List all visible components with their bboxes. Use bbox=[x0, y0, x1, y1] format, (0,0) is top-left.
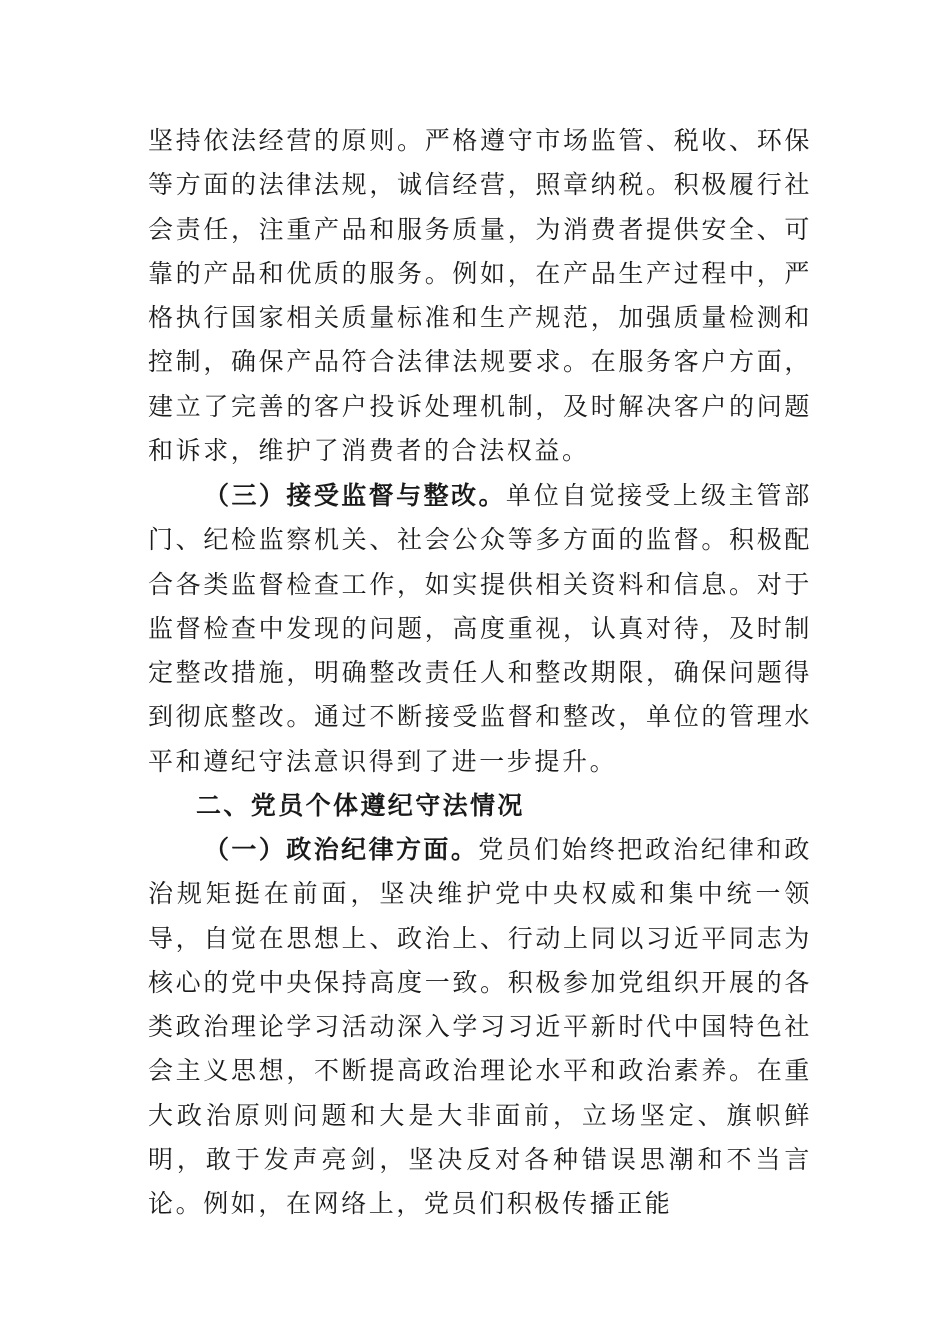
paragraph-text: 单位自觉接受上级主管部门、纪检监察机关、社会公众等多方面的监督。积极配合各类监督检查工作，如实提供相关资料和信息。对于监督检查中发现的问题，高度重视，认真对待，及时制定整改措施，明确整改责任人和整改期限，确保问题得到彻底整改。通过不断接受监督和整改，单位的管理水平和遵纪守法意识得到了进一步提升。 bbox=[148, 481, 812, 776]
body-paragraph bbox=[148, 119, 812, 473]
section-heading: 二、党员个体遵纪守法情况 bbox=[196, 791, 525, 820]
body-paragraph bbox=[148, 474, 812, 784]
paragraph-text: 党员们始终把政治纪律和政治规矩挺在前面，坚决维护党中央权威和集中统一领导，自觉在思想上、政治上、行动上同以习近平同志为核心的党中央保持高度一致。积极参加党组织开展的各类政治理论学习活动深入学习习近平新时代中国特色社会主义思想，不断提高政治理论水平和政治素养。在重大政治原则问题和大是大非面前，立场坚定、旗帜鲜明，敢于发声亮剑，坚决反对各种错误思潮和不当言论。例如，在网络上，党员们积极传播正能 bbox=[148, 835, 812, 1219]
body-paragraph bbox=[148, 828, 812, 1227]
paragraph-lead-heading: （一）政治纪律方面。 bbox=[204, 835, 479, 864]
paragraph-lead-heading: （三）接受监督与整改。 bbox=[204, 481, 506, 510]
paragraph-text: 坚持依法经营的原则。严格遵守市场监管、税收、环保等方面的法律法规，诚信经营，照章纳税。积极履行社会责任，注重产品和服务质量，为消费者提供安全、可靠的产品和优质的服务。例如，在产品生产过程中，严格执行国家相关质量标准和生产规范，加强质量检测和控制，确保产品符合法律法规要求。在服务客户方面，建立了完善的客户投诉处理机制，及时解决客户的问题和诉求，维护了消费者的合法权益。 bbox=[148, 126, 812, 466]
